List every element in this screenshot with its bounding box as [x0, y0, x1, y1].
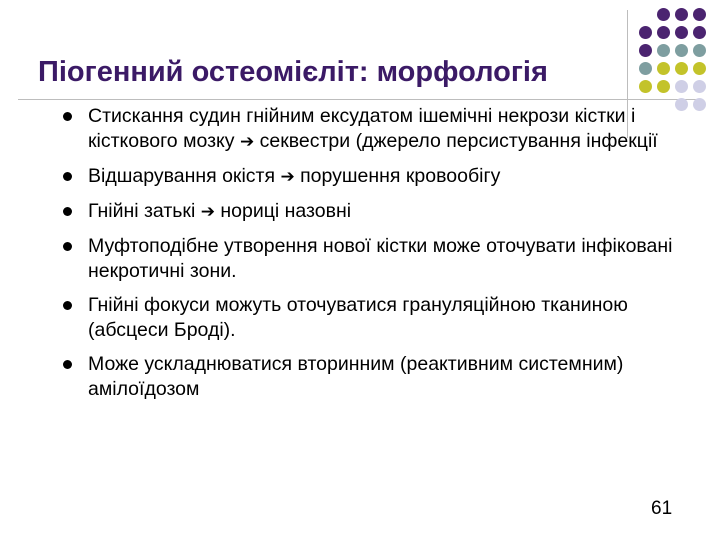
decor-dot: [693, 44, 706, 57]
bullet-list: [60, 104, 700, 411]
decor-dot: [675, 80, 688, 93]
decor-dot: [675, 8, 688, 21]
decor-dot: [657, 8, 670, 21]
right-arrow-icon: ➔: [280, 167, 295, 187]
bullet-text: Стискання судин гнійним ексудатом ішемічні некрози кістки і кісткового мозку: [88, 105, 636, 152]
bullet-icon: [63, 360, 72, 369]
bullet-text: порушення кровообігу: [294, 165, 501, 187]
bullet-item: [60, 104, 700, 155]
bullet-item: [60, 199, 700, 225]
bullet-text: Гнійні фокуси можуть оточуватися грануляційною тканиною (абсцеси Броді).: [88, 294, 628, 341]
page-number: 61: [651, 498, 673, 519]
bullet-text: секвестри (джерело персистування інфекції: [254, 130, 658, 152]
bullet-text: Може ускладнюватися вторинним (реактивним системним) амілоїдозом: [88, 353, 624, 400]
right-arrow-icon: ➔: [200, 202, 215, 222]
slide-title: Піогенний остеомієліт: морфологія: [38, 56, 548, 88]
bullet-item: [60, 164, 700, 190]
bullet-item: [60, 293, 700, 343]
decor-dot: [639, 80, 652, 93]
decor-dot: [657, 44, 670, 57]
bullet-text: Муфтоподібне утворення нової кістки може оточувати інфіковані некротичні зони.: [88, 235, 673, 282]
decor-dot: [657, 62, 670, 75]
bullet-icon: [63, 112, 72, 121]
decor-dot: [675, 62, 688, 75]
decor-dot: [657, 80, 670, 93]
bullet-icon: [63, 242, 72, 251]
bullet-text: нориці назовні: [214, 200, 352, 222]
bullet-text: Гнійні затькі: [88, 200, 201, 222]
bullet-item: [60, 352, 700, 402]
decor-dot: [675, 44, 688, 57]
decor-dot: [693, 80, 706, 93]
decor-dot: [657, 26, 670, 39]
bullet-icon: [63, 172, 72, 181]
right-arrow-icon: ➔: [239, 132, 255, 152]
bullet-icon: [63, 207, 72, 216]
decor-dot: [639, 62, 652, 75]
bullet-icon: [63, 301, 72, 310]
decor-dot: [693, 8, 706, 21]
decor-dot: [639, 26, 652, 39]
decor-dot: [675, 26, 688, 39]
decor-horizontal-line: [18, 99, 700, 100]
decor-dot: [693, 26, 706, 39]
decor-dot: [693, 62, 706, 75]
bullet-text: Відшарування окістя: [88, 165, 281, 187]
bullet-item: [60, 234, 700, 284]
decor-dot: [639, 44, 652, 57]
